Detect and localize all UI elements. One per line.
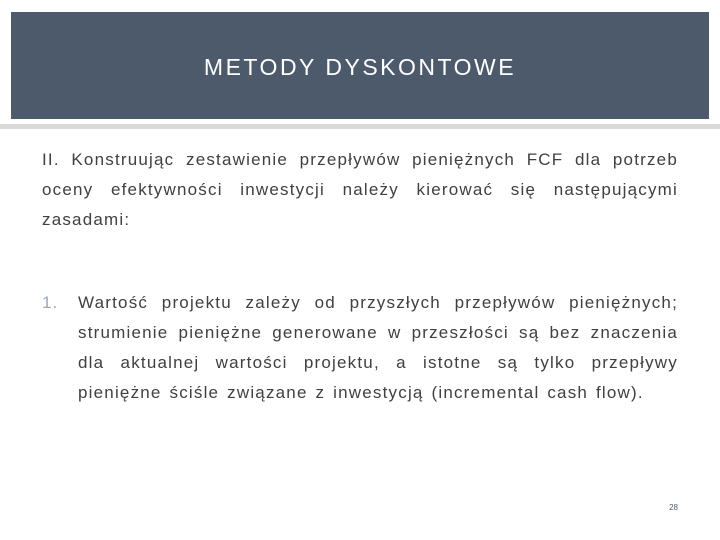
slide-title: METODY DYSKONTOWE [203, 54, 517, 80]
list-item [42, 288, 678, 408]
title-bar [11, 12, 709, 119]
page-number: 28 [669, 503, 678, 512]
principles-list [42, 288, 678, 408]
list-item-number: 1. [42, 293, 59, 312]
list-item-text: Wartość projektu zależy od przyszłych przepływów pieniężnych; strumienie pieniężne generowane w przeszłości są bez znaczenia dla aktualnej wartości projektu, a istotne są tylko przepływy pieniężne ściśle związane z inwestycją (incremental cash flow). [78, 293, 678, 402]
divider [0, 124, 720, 129]
intro-paragraph: II. Konstruując zestawienie przepływów pieniężnych FCF dla potrzeb oceny efektywności inwestycji należy kierować się następującymi zasadami: [42, 150, 678, 229]
